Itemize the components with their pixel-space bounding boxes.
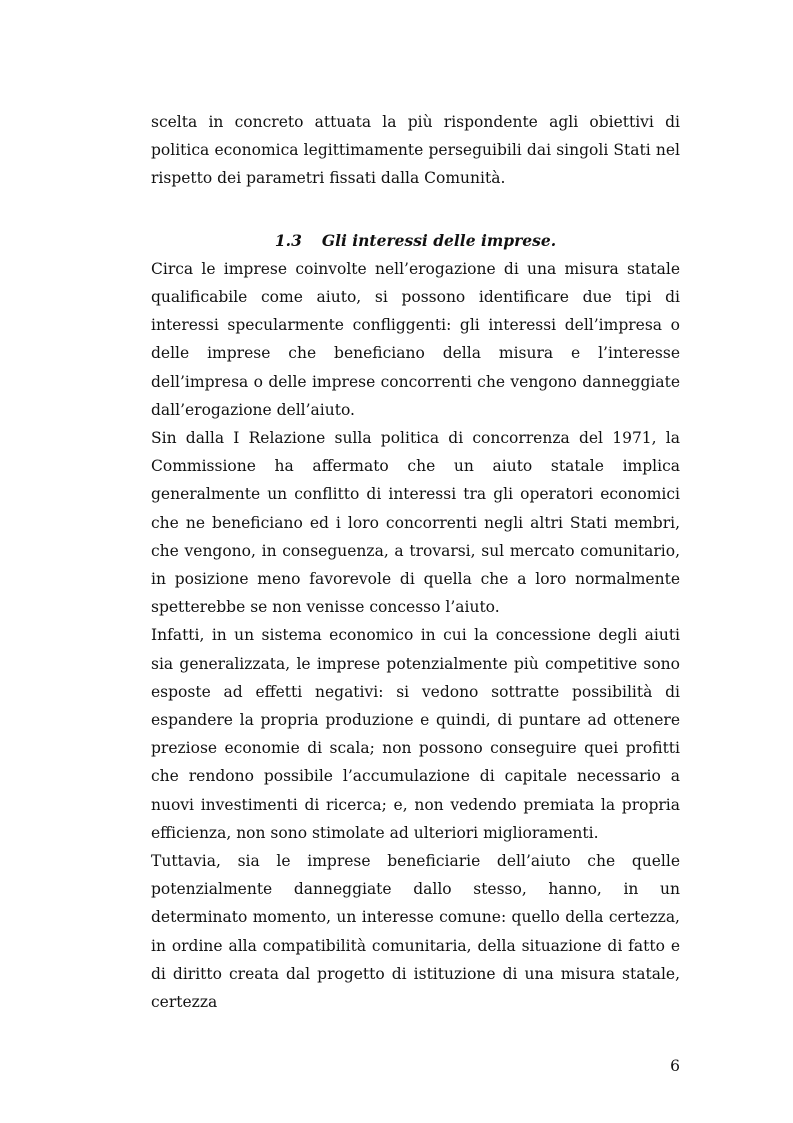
paragraph-2: Sin dalla I Relazione sulla politica di concorrenza del 1971, la Commissione ha affermato che un aiuto statale implica generalmente un conflitto di interessi tra gli operatori economici che ne beneficiano ed i loro concorrenti negli altri Stati membri, che vengono, in conseguenza, a trovarsi, sul mercato comunitario, in posizione meno favorevole di quella che a loro normalmente spetterebbe se non venisse concesso l’aiuto.: [151, 429, 680, 617]
paragraph-4: Tuttavia, sia le imprese beneficiarie dell’aiuto che quelle potenzialmente danneggiate dallo stesso, hanno, in un determinato momento, un interesse comune: quello della certezza, in ordine alla compatibilità comunitaria, della situazione di fatto e di diritto creata dal progetto di istituzione di una misura statale, certezza: [151, 852, 680, 1012]
paragraph-3: Infatti, in un sistema economico in cui la concessione degli aiuti sia generalizzata, le imprese potenzialmente più competitive sono esposte ad effetti negativi: si vedono sottratte possibilità di espandere la propria produzione e quindi, di puntare ad ottenere preziose economie di scala; non possono conseguire quei profitti che rendono possibile l’accumulazione di capitale necessario a nuovi investimenti di ricerca; e, non vedendo premiata la propria efficienza, non sono stimolate ad ulteriori miglioramenti.: [151, 626, 680, 842]
section-title: Gli interessi delle imprese.: [321, 230, 557, 250]
page-body: [151, 108, 680, 1016]
page-number: 6: [670, 1057, 680, 1075]
paragraph-1: Circa le imprese coinvolte nell’erogazione di una misura statale qualificabile come aiuto, si possono identificare due tipi di interessi specularmente confliggenti: gli interessi dell’impresa o delle imprese che beneficiano della misura e l’interesse dell’impresa o delle imprese concorrenti che vengono danneggiate dall’erogazione dell’aiuto.: [151, 259, 680, 419]
intro-paragraph: scelta in concreto attuata la più rispondente agli obiettivi di politica economica legittimamente perseguibili dai singoli Stati nel rispetto dei parametri fissati dalla Comunità.: [151, 113, 680, 188]
section-heading: [151, 227, 680, 255]
section-number: 1.3: [274, 230, 302, 250]
